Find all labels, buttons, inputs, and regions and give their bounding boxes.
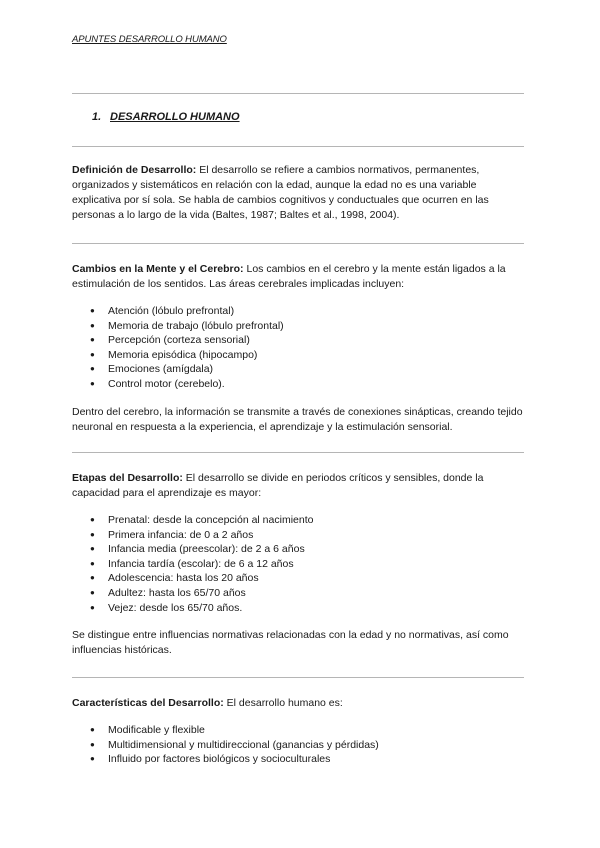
characteristics-paragraph	[72, 696, 524, 711]
brain-changes-text: Los cambios en el cerebro y la mente están ligados a la estimulación de los sentidos. Las áreas cerebrales implicadas incluyen:	[72, 263, 506, 290]
list-item: ● Emociones (amígdala)	[90, 362, 524, 377]
list-item: ● Atención (lóbulo prefrontal)	[90, 304, 524, 319]
stages-paragraph	[72, 471, 524, 501]
brain-areas-list	[72, 304, 524, 392]
section-title-text: DESARROLLO HUMANO	[110, 111, 240, 123]
list-item: ● Percepción (corteza sensorial)	[90, 333, 524, 348]
brain-changes-block	[72, 262, 524, 435]
brain-changes-paragraph	[72, 262, 524, 292]
divider	[72, 243, 524, 244]
definition-text: El desarrollo se refiere a cambios normativos, permanentes, organizados y sistemáticos en relación con la edad, aunque la edad no es una variable explicativa por sí sola. Se habla de cambios cognitivos y conductuales que ocurren en las personas a lo largo de la vida (Baltes, 1987; Baltes et al., 1998, 2004).	[72, 164, 489, 221]
divider	[72, 452, 524, 453]
stages-block	[72, 471, 524, 658]
list-item: ● Primera infancia: de 0 a 2 años	[90, 528, 524, 543]
list-item: ● Infancia media (preescolar): de 2 a 6 años	[90, 542, 524, 557]
characteristics-block	[72, 696, 524, 767]
stages-closing: Se distingue entre influencias normativas relacionadas con la edad y no normativas, así como influencias históricas.	[72, 629, 509, 657]
list-item: ● Control motor (cerebelo).	[90, 377, 524, 392]
divider	[72, 677, 524, 678]
characteristics-list	[72, 723, 524, 767]
section-title	[92, 111, 240, 123]
definition-label: Definición de Desarrollo:	[72, 164, 197, 176]
running-header: APUNTES DESARROLLO HUMANO	[72, 34, 227, 45]
characteristics-label: Características del Desarrollo:	[72, 697, 224, 709]
list-item: ● Adolescencia: hasta los 20 años	[90, 571, 524, 586]
list-item: ● Infancia tardía (escolar): de 6 a 12 años	[90, 557, 524, 572]
divider	[72, 146, 524, 147]
stages-label: Etapas del Desarrollo:	[72, 472, 183, 484]
list-item: ● Vejez: desde los 65/70 años.	[90, 601, 524, 616]
section-number: 1.	[92, 111, 102, 123]
list-item: ● Modificable y flexible	[90, 723, 524, 738]
list-item: ● Memoria episódica (hipocampo)	[90, 348, 524, 363]
list-item: ● Adultez: hasta los 65/70 años	[90, 586, 524, 601]
characteristics-text: El desarrollo humano es:	[223, 697, 343, 709]
list-item: ● Prenatal: desde la concepción al nacimiento	[90, 513, 524, 528]
list-item: ● Influido por factores biológicos y socioculturales	[90, 752, 524, 767]
stages-text: El desarrollo se divide en periodos críticos y sensibles, donde la capacidad para el aprendizaje es mayor:	[72, 472, 484, 499]
definition-paragraph	[72, 163, 524, 223]
brain-changes-closing: Dentro del cerebro, la información se transmite a través de conexiones sinápticas, creando tejido neuronal en respuesta a la experiencia, el aprendizaje y la estimulación sensorial.	[72, 405, 523, 433]
definition-block	[72, 163, 524, 223]
stages-list	[72, 513, 524, 615]
divider	[72, 93, 524, 94]
list-item: ● Multidimensional y multidireccional (ganancias y pérdidas)	[90, 738, 524, 753]
list-item: ● Memoria de trabajo (lóbulo prefrontal)	[90, 319, 524, 334]
brain-changes-label: Cambios en la Mente y el Cerebro:	[72, 263, 244, 275]
